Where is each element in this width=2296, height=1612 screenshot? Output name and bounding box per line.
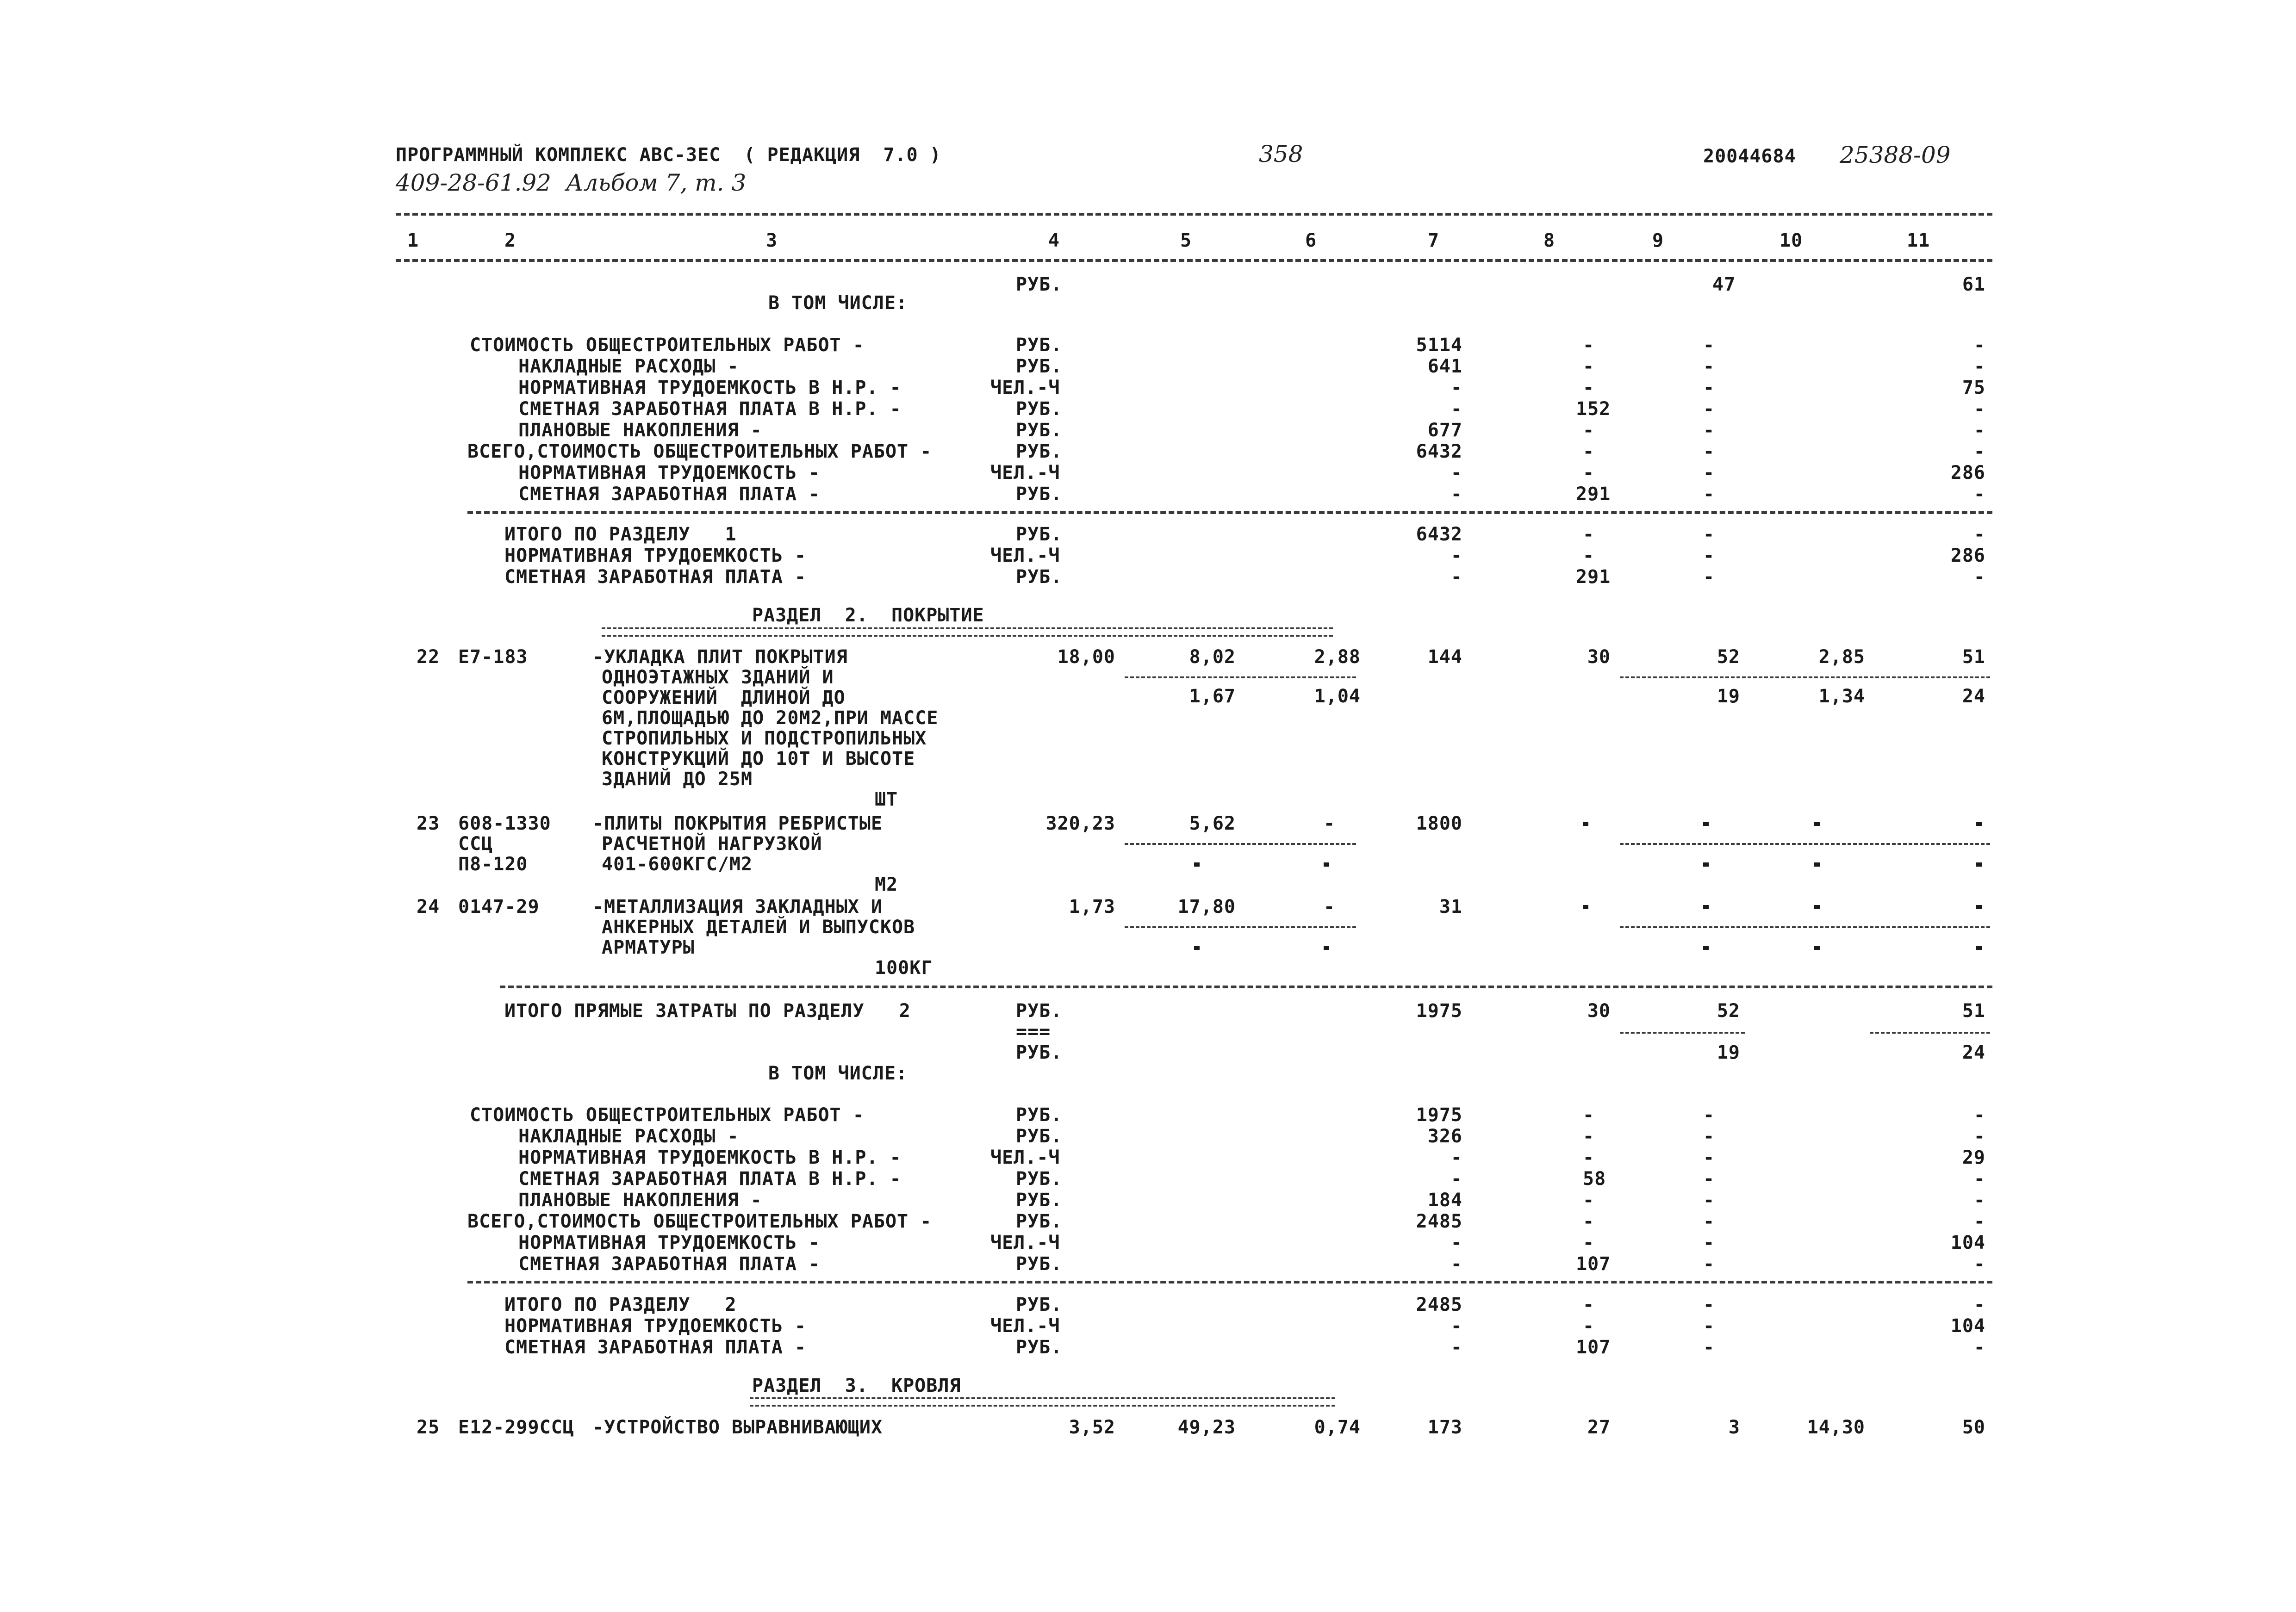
sub-rule bbox=[1125, 843, 1356, 845]
empty-cell-mark bbox=[1814, 946, 1820, 950]
row-label: НАКЛАДНЫЕ РАСХОДЫ - bbox=[518, 356, 739, 377]
col11: - bbox=[1973, 484, 1985, 505]
section-2-title: РАЗДЕЛ 2. ПОКРЫТИЕ bbox=[752, 605, 984, 626]
col5: 5,62 bbox=[1189, 813, 1236, 834]
row-unit: ЧЕЛ.-Ч bbox=[990, 377, 1060, 398]
row-unit-2: РУБ. bbox=[1016, 1042, 1063, 1063]
col8: - bbox=[1583, 524, 1595, 545]
col8: 291 bbox=[1576, 484, 1611, 505]
row-label: СМЕТНАЯ ЗАРАБОТНАЯ ПЛАТА - bbox=[518, 484, 821, 505]
row-label: НОРМАТИВНАЯ ТРУДОЕМКОСТЬ - bbox=[518, 462, 821, 484]
col11: 286 bbox=[1950, 545, 1985, 566]
col11: - bbox=[1973, 1104, 1985, 1126]
empty-cell-mark bbox=[1703, 822, 1709, 826]
section-3-double-rule bbox=[750, 1397, 1335, 1407]
row-label: СТОИМОСТЬ ОБЩЕСТРОИТЕЛЬНЫХ РАБОТ - bbox=[470, 1104, 865, 1126]
empty-cell-mark bbox=[1194, 862, 1200, 867]
col9: 52 bbox=[1717, 1000, 1740, 1022]
empty-cell-mark bbox=[1703, 862, 1709, 867]
sub-rule bbox=[1620, 1032, 1745, 1034]
sub-rule bbox=[1125, 676, 1356, 678]
column-number-7: 7 bbox=[1428, 230, 1440, 251]
col9: - bbox=[1703, 420, 1715, 441]
col11: 286 bbox=[1950, 462, 1985, 484]
col7: 641 bbox=[1427, 356, 1462, 377]
unit-rub: РУБ. bbox=[1016, 274, 1063, 295]
col7: - bbox=[1450, 1147, 1462, 1168]
row-unit: РУБ. bbox=[1016, 1190, 1063, 1211]
col7: - bbox=[1450, 1168, 1462, 1190]
row-label: НОРМАТИВНАЯ ТРУДОЕМКОСТЬ В Н.Р. - bbox=[518, 1147, 902, 1168]
row-unit: РУБ. bbox=[1016, 1126, 1063, 1147]
item-desc-line: АНКЕРНЫХ ДЕТАЛЕЙ И ВЫПУСКОВ bbox=[602, 917, 915, 938]
col11: - bbox=[1973, 398, 1985, 420]
col8: - bbox=[1583, 1190, 1595, 1211]
col10: 2,85 bbox=[1818, 646, 1865, 668]
row-unit: РУБ. bbox=[1016, 441, 1063, 462]
header-top-rule bbox=[396, 213, 1992, 216]
col8: - bbox=[1583, 545, 1595, 566]
row-label: ВСЕГО,СТОИМОСТЬ ОБЩЕСТРОИТЕЛЬНЫХ РАБОТ - bbox=[467, 1211, 932, 1232]
empty-cell-mark bbox=[1976, 822, 1982, 826]
col11: - bbox=[1973, 1253, 1985, 1275]
col7: 6432 bbox=[1416, 524, 1462, 545]
item-desc-line: -УКЛАДКА ПЛИТ ПОКРЫТИЯ bbox=[592, 646, 848, 668]
empty-cell-mark bbox=[1976, 862, 1982, 867]
item-unit: 100КГ bbox=[875, 957, 933, 979]
row-label: ПЛАНОВЫЕ НАКОПЛЕНИЯ - bbox=[518, 420, 762, 441]
row-unit: РУБ. bbox=[1016, 484, 1063, 505]
col9: - bbox=[1703, 356, 1715, 377]
col11: - bbox=[1973, 524, 1985, 545]
col7: - bbox=[1450, 484, 1462, 505]
page-number: 358 bbox=[1259, 141, 1303, 167]
col8: - bbox=[1583, 1232, 1595, 1253]
item-number: 23 bbox=[417, 813, 440, 834]
column-number-5: 5 bbox=[1180, 230, 1192, 251]
col7: 326 bbox=[1427, 1126, 1462, 1147]
col11: 50 bbox=[1962, 1417, 1985, 1438]
col11: - bbox=[1973, 1168, 1985, 1190]
col11-b: 24 bbox=[1962, 1042, 1985, 1063]
sub-rule bbox=[1620, 843, 1990, 845]
col7: 6432 bbox=[1416, 441, 1462, 462]
row-label: НОРМАТИВНАЯ ТРУДОЕМКОСТЬ В Н.Р. - bbox=[518, 377, 902, 398]
col9: - bbox=[1703, 441, 1715, 462]
col7: 5114 bbox=[1416, 335, 1462, 356]
sub-rule bbox=[1620, 676, 1990, 678]
col7: 184 bbox=[1427, 1190, 1462, 1211]
col7: 677 bbox=[1427, 420, 1462, 441]
section-3-title: РАЗДЕЛ 3. КРОВЛЯ bbox=[752, 1375, 961, 1396]
empty-cell-mark bbox=[1583, 905, 1588, 909]
row-unit: РУБ. bbox=[1016, 335, 1063, 356]
sub-rule bbox=[1620, 926, 1990, 928]
col9: - bbox=[1703, 1147, 1715, 1168]
row-label: ИТОГО ПРЯМЫЕ ЗАТРАТЫ ПО РАЗДЕЛУ 2 bbox=[504, 1000, 911, 1022]
row-label: СМЕТНАЯ ЗАРАБОТНАЯ ПЛАТА - bbox=[518, 1253, 821, 1275]
row-unit: РУБ. bbox=[1016, 566, 1063, 588]
row-unit: РУБ. bbox=[1016, 356, 1063, 377]
col8: - bbox=[1583, 335, 1595, 356]
empty-cell-mark bbox=[1324, 946, 1329, 950]
s1-summary-rule bbox=[467, 511, 1992, 514]
col7: - bbox=[1450, 1315, 1462, 1337]
col11: 29 bbox=[1962, 1147, 1985, 1168]
row-label: СМЕТНАЯ ЗАРАБОТНАЯ ПЛАТА - bbox=[504, 566, 807, 588]
column-number-3: 3 bbox=[766, 230, 778, 251]
empty-cell-mark bbox=[1976, 905, 1982, 909]
col11: - bbox=[1973, 441, 1985, 462]
col7: - bbox=[1450, 1337, 1462, 1358]
row-unit: ЧЕЛ.-Ч bbox=[990, 1232, 1060, 1253]
col8: 291 bbox=[1576, 566, 1611, 588]
row-label: ИТОГО ПО РАЗДЕЛУ 2 bbox=[504, 1294, 737, 1315]
top-col9: 47 bbox=[1712, 274, 1736, 295]
col11: - bbox=[1973, 1294, 1985, 1315]
item-desc-line: АРМАТУРЫ bbox=[602, 937, 695, 958]
empty-cell-mark bbox=[1814, 822, 1820, 826]
col6: - bbox=[1324, 896, 1336, 918]
album-reference: 409-28-61.92 Альбом 7, т. 3 bbox=[396, 169, 747, 196]
row-unit: РУБ. bbox=[1016, 1104, 1063, 1126]
col8: - bbox=[1583, 441, 1595, 462]
program-title: ПРОГРАММНЫЙ КОМПЛЕКС АВС-3ЕС ( РЕДАКЦИЯ 7.0 ) bbox=[396, 144, 941, 166]
column-number-2: 2 bbox=[504, 230, 516, 251]
item-number: 25 bbox=[417, 1417, 440, 1438]
col8: 152 bbox=[1576, 398, 1611, 420]
row-unit: ЧЕЛ.-Ч bbox=[990, 462, 1060, 484]
col4: 1,73 bbox=[1069, 896, 1115, 918]
items-bottom-rule bbox=[500, 986, 1992, 988]
item-code-line: ССЦ bbox=[458, 833, 493, 855]
row-label: СМЕТНАЯ ЗАРАБОТНАЯ ПЛАТА - bbox=[504, 1337, 807, 1358]
document-code: 20044684 bbox=[1703, 146, 1796, 167]
item-desc-line: 6М,ПЛОЩАДЬЮ ДО 20М2,ПРИ МАССЕ bbox=[602, 707, 939, 729]
row-unit: РУБ. bbox=[1016, 1294, 1063, 1315]
col9: - bbox=[1703, 462, 1715, 484]
col8: 107 bbox=[1576, 1337, 1611, 1358]
row-unit: РУБ. bbox=[1016, 398, 1063, 420]
col5: 8,02 bbox=[1189, 646, 1236, 668]
col11: - bbox=[1973, 566, 1985, 588]
empty-cell-mark bbox=[1814, 862, 1820, 867]
col6: - bbox=[1324, 813, 1336, 834]
item-desc-line: 401-600КГС/М2 bbox=[602, 854, 753, 875]
col11: 104 bbox=[1950, 1315, 1985, 1337]
row-unit: ЧЕЛ.-Ч bbox=[990, 1147, 1060, 1168]
col7: 2485 bbox=[1416, 1211, 1462, 1232]
col8: 30 bbox=[1587, 646, 1611, 668]
col8: - bbox=[1583, 1126, 1595, 1147]
col9: - bbox=[1703, 1190, 1715, 1211]
empty-cell-mark bbox=[1583, 822, 1588, 826]
col9: - bbox=[1703, 1294, 1715, 1315]
col11: 104 bbox=[1950, 1232, 1985, 1253]
v-tom-chisle-label-2: В ТОМ ЧИСЛЕ: bbox=[768, 1063, 908, 1084]
row-unit: РУБ. bbox=[1016, 420, 1063, 441]
col8: - bbox=[1583, 356, 1595, 377]
col7: - bbox=[1450, 462, 1462, 484]
item-unit: ШТ bbox=[875, 789, 898, 810]
col8: 27 bbox=[1587, 1417, 1611, 1438]
col9-b: 19 bbox=[1717, 686, 1740, 707]
col5-b: 1,67 bbox=[1189, 686, 1236, 707]
row-unit: РУБ. bbox=[1016, 1337, 1063, 1358]
col9: - bbox=[1703, 1126, 1715, 1147]
item-unit: М2 bbox=[875, 874, 898, 895]
col7: - bbox=[1450, 1253, 1462, 1275]
col7: 1975 bbox=[1416, 1000, 1462, 1022]
col7: - bbox=[1450, 1232, 1462, 1253]
col6: 2,88 bbox=[1314, 646, 1361, 668]
item-desc-line: СТРОПИЛЬНЫХ И ПОДСТРОПИЛЬНЫХ bbox=[602, 728, 927, 749]
row-label: СТОИМОСТЬ ОБЩЕСТРОИТЕЛЬНЫХ РАБОТ - bbox=[470, 335, 865, 356]
col9: - bbox=[1703, 335, 1715, 356]
row-label: НОРМАТИВНАЯ ТРУДОЕМКОСТЬ - bbox=[504, 545, 807, 566]
col9: - bbox=[1703, 1253, 1715, 1275]
row-unit: ЧЕЛ.-Ч bbox=[990, 1315, 1060, 1337]
empty-cell-mark bbox=[1194, 946, 1200, 950]
item-code: Е7-183 bbox=[458, 646, 528, 668]
col11: - bbox=[1973, 1190, 1985, 1211]
col9: - bbox=[1703, 1337, 1715, 1358]
row-label: НОРМАТИВНАЯ ТРУДОЕМКОСТЬ - bbox=[518, 1232, 821, 1253]
column-number-10: 10 bbox=[1780, 230, 1803, 251]
section-2-double-rule bbox=[602, 627, 1333, 637]
col7: - bbox=[1450, 398, 1462, 420]
col9: - bbox=[1703, 566, 1715, 588]
col7: 144 bbox=[1427, 646, 1462, 668]
col7: 1800 bbox=[1416, 813, 1462, 834]
col8: - bbox=[1583, 1147, 1595, 1168]
col11: - bbox=[1973, 356, 1985, 377]
col7: 31 bbox=[1439, 896, 1462, 918]
col8: - bbox=[1583, 1211, 1595, 1232]
col8: - bbox=[1583, 462, 1595, 484]
col9: - bbox=[1703, 398, 1715, 420]
item-desc-line: КОНСТРУКЦИЙ ДО 10Т И ВЫСОТЕ bbox=[602, 748, 915, 769]
empty-cell-mark bbox=[1324, 862, 1329, 867]
item-desc-line: ОДНОЭТАЖНЫХ ЗДАНИЙ И bbox=[602, 667, 834, 688]
item-desc-line: СООРУЖЕНИЙ ДЛИНОЙ ДО bbox=[602, 687, 846, 708]
sub-rule bbox=[1125, 926, 1356, 928]
col6-b: 1,04 bbox=[1314, 686, 1361, 707]
column-number-8: 8 bbox=[1543, 230, 1556, 251]
item-code-line: П8-120 bbox=[458, 854, 528, 875]
col8: - bbox=[1583, 1294, 1595, 1315]
sub-rule bbox=[1870, 1032, 1990, 1034]
empty-cell-mark bbox=[1703, 905, 1709, 909]
col8: - bbox=[1583, 420, 1595, 441]
col9: - bbox=[1703, 1211, 1715, 1232]
col8: - bbox=[1583, 377, 1595, 398]
col8: 58 bbox=[1583, 1168, 1606, 1190]
col8: 107 bbox=[1576, 1253, 1611, 1275]
col11: - bbox=[1973, 1126, 1985, 1147]
col9: - bbox=[1703, 524, 1715, 545]
empty-cell-mark bbox=[1976, 946, 1982, 950]
col11: - bbox=[1973, 335, 1985, 356]
col7: - bbox=[1450, 377, 1462, 398]
empty-cell-mark bbox=[1703, 946, 1709, 950]
row-label: СМЕТНАЯ ЗАРАБОТНАЯ ПЛАТА В Н.Р. - bbox=[518, 1168, 902, 1190]
item-desc-line: -УСТРОЙСТВО ВЫРАВНИВАЮЩИХ bbox=[592, 1417, 883, 1438]
item-code: Е12-299ССЦ bbox=[458, 1417, 574, 1438]
col8: - bbox=[1583, 1315, 1595, 1337]
col4: 320,23 bbox=[1045, 813, 1115, 834]
empty-cell-mark bbox=[1814, 905, 1820, 909]
col11: - bbox=[1973, 1337, 1985, 1358]
column-number-1: 1 bbox=[407, 230, 419, 251]
item-desc-line: РАСЧЕТНОЙ НАГРУЗКОЙ bbox=[602, 833, 822, 855]
col9: - bbox=[1703, 1315, 1715, 1337]
col7: 173 bbox=[1427, 1417, 1462, 1438]
col11: 51 bbox=[1962, 646, 1985, 668]
row-unit: РУБ. bbox=[1016, 1211, 1063, 1232]
col9: - bbox=[1703, 1232, 1715, 1253]
col11: 75 bbox=[1962, 377, 1985, 398]
col5: 17,80 bbox=[1177, 896, 1236, 918]
row-unit: РУБ. bbox=[1016, 1000, 1063, 1022]
column-number-4: 4 bbox=[1048, 230, 1060, 251]
col10-b: 1,34 bbox=[1818, 686, 1865, 707]
col9: - bbox=[1703, 1104, 1715, 1126]
item-desc-line: -МЕТАЛЛИЗАЦИЯ ЗАКЛАДНЫХ И bbox=[592, 896, 883, 918]
row-label: СМЕТНАЯ ЗАРАБОТНАЯ ПЛАТА В Н.Р. - bbox=[518, 398, 902, 420]
col8: 30 bbox=[1587, 1000, 1611, 1022]
col4: 3,52 bbox=[1069, 1417, 1115, 1438]
row-label: ПЛАНОВЫЕ НАКОПЛЕНИЯ - bbox=[518, 1190, 762, 1211]
item-desc-line: -ПЛИТЫ ПОКРЫТИЯ РЕБРИСТЫЕ bbox=[592, 813, 883, 834]
column-number-6: 6 bbox=[1305, 230, 1317, 251]
col7: - bbox=[1450, 566, 1462, 588]
col7: - bbox=[1450, 545, 1462, 566]
col9-b: 19 bbox=[1717, 1042, 1740, 1063]
row-label: НАКЛАДНЫЕ РАСХОДЫ - bbox=[518, 1126, 739, 1147]
col9: 3 bbox=[1728, 1417, 1740, 1438]
col11-b: 24 bbox=[1962, 686, 1985, 707]
col10: 14,30 bbox=[1807, 1417, 1865, 1438]
col4: 18,00 bbox=[1057, 646, 1115, 668]
col5: 49,23 bbox=[1177, 1417, 1236, 1438]
column-number-9: 9 bbox=[1652, 230, 1664, 251]
column-number-11: 11 bbox=[1907, 230, 1930, 251]
item-code: 608-1330 bbox=[458, 813, 551, 834]
row-unit-equals: === bbox=[1016, 1021, 1051, 1042]
row-unit: ЧЕЛ.-Ч bbox=[990, 545, 1060, 566]
col9: - bbox=[1703, 1168, 1715, 1190]
v-tom-chisle-label: В ТОМ ЧИСЛЕ: bbox=[768, 292, 908, 314]
item-desc-line: ЗДАНИЙ ДО 25М bbox=[602, 769, 753, 790]
s2-summary-rule bbox=[467, 1281, 1992, 1283]
col8: - bbox=[1583, 1104, 1595, 1126]
item-number: 22 bbox=[417, 646, 440, 668]
item-number: 24 bbox=[417, 896, 440, 918]
item-code: 0147-29 bbox=[458, 896, 540, 918]
col9: - bbox=[1703, 377, 1715, 398]
col9: 52 bbox=[1717, 646, 1740, 668]
col6: 0,74 bbox=[1314, 1417, 1361, 1438]
row-unit: РУБ. bbox=[1016, 1168, 1063, 1190]
col7: 1975 bbox=[1416, 1104, 1462, 1126]
col11: 51 bbox=[1962, 1000, 1985, 1022]
row-unit: РУБ. bbox=[1016, 1253, 1063, 1275]
top-col11: 61 bbox=[1962, 274, 1985, 295]
row-label: ВСЕГО,СТОИМОСТЬ ОБЩЕСТРОИТЕЛЬНЫХ РАБОТ - bbox=[467, 441, 932, 462]
col7: 2485 bbox=[1416, 1294, 1462, 1315]
row-label: ИТОГО ПО РАЗДЕЛУ 1 bbox=[504, 524, 737, 545]
row-unit: РУБ. bbox=[1016, 524, 1063, 545]
col9: - bbox=[1703, 484, 1715, 505]
col11: - bbox=[1973, 420, 1985, 441]
row-label: НОРМАТИВНАЯ ТРУДОЕМКОСТЬ - bbox=[504, 1315, 807, 1337]
document-number: 25388-09 bbox=[1840, 142, 1951, 168]
col11: - bbox=[1973, 1211, 1985, 1232]
header-bottom-rule bbox=[396, 259, 1992, 262]
col9: - bbox=[1703, 545, 1715, 566]
